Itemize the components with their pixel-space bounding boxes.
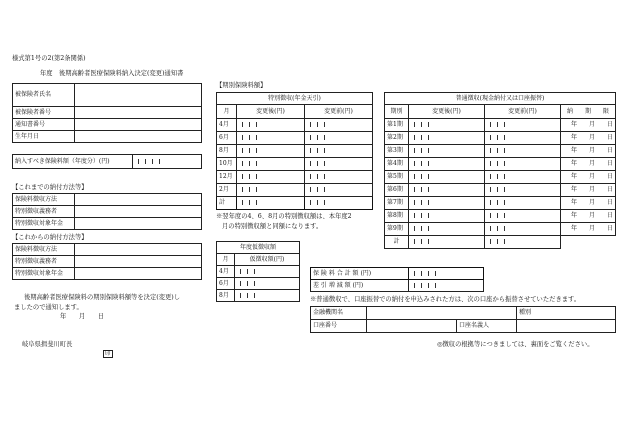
table-row	[217, 184, 373, 197]
past-pension-value[interactable]	[75, 218, 202, 230]
provisional-amount-cell[interactable]	[235, 266, 300, 278]
ordinary-total-after[interactable]	[409, 236, 485, 249]
future-method-heading: 【これからの納付方法等】	[12, 234, 88, 241]
birth-date-value[interactable]	[75, 131, 202, 143]
provisional-amount-cell[interactable]	[235, 290, 300, 302]
special-after-cell[interactable]	[237, 158, 305, 171]
table-row	[385, 197, 616, 210]
future-obligor-label: 特別徴収義務者	[13, 256, 75, 268]
future-pension-label: 特別徴収対象年金	[13, 268, 75, 280]
table-row	[217, 158, 373, 171]
special-month-label: 6月	[217, 132, 237, 145]
ordinary-deadline-cell[interactable]: 年 月 日	[561, 158, 616, 171]
special-month-label: 12月	[217, 171, 237, 184]
past-method-heading: 【これまでの納付方法等】	[12, 184, 88, 191]
ordinary-period-label: 第6期	[385, 184, 409, 197]
ordinary-before-cell[interactable]	[485, 132, 561, 145]
bank-account-table	[310, 306, 616, 333]
special-month-label: 4月	[217, 119, 237, 132]
ordinary-period-label: 第5期	[385, 171, 409, 184]
ordinary-period-label: 第7期	[385, 197, 409, 210]
ordinary-col-deadline: 納 期 限	[561, 105, 616, 119]
provisional-col-amount: 仮徴収額(円)	[235, 254, 300, 266]
category-cell[interactable]	[517, 307, 616, 320]
ordinary-after-cell[interactable]	[409, 210, 485, 223]
notice-line-1: 後期高齢者医療保険料の期別保険料額等を決定(変更)し	[24, 294, 181, 301]
institution-value[interactable]	[367, 307, 517, 320]
totals-table	[310, 267, 484, 292]
footer-note: ◎徴収の根拠等につきましては、裏面をご覧ください。	[437, 341, 594, 348]
special-total-after[interactable]	[237, 197, 305, 210]
periodic-heading: 【期別保険料額】	[216, 82, 267, 89]
past-method-table	[12, 193, 202, 230]
insured-name-label: 被保険者氏名	[13, 84, 75, 107]
table-row	[385, 158, 616, 171]
ordinary-before-cell[interactable]	[485, 158, 561, 171]
special-before-cell[interactable]	[305, 145, 373, 158]
ordinary-before-cell[interactable]	[485, 184, 561, 197]
special-total-label: 計	[217, 197, 237, 210]
future-obligor-value[interactable]	[75, 256, 202, 268]
ordinary-col-period: 期別	[385, 105, 409, 119]
special-collection-title: 特別徴収(年金天引)	[217, 93, 373, 105]
account-number-label: 口座番号	[311, 320, 367, 333]
ordinary-before-cell[interactable]	[485, 145, 561, 158]
special-after-cell[interactable]	[237, 184, 305, 197]
ordinary-before-cell[interactable]	[485, 223, 561, 236]
ordinary-total-label: 計	[385, 236, 409, 249]
ordinary-collection-table	[384, 92, 616, 249]
difference-label: 差 引 増 減 額 (円)	[311, 280, 409, 292]
provisional-col-month: 月	[217, 254, 235, 266]
institution-label: 金融機関名	[311, 307, 367, 320]
insured-number-label: 被保険者番号	[13, 107, 75, 119]
ordinary-col-after: 変更後(円)	[409, 105, 485, 119]
difference-value[interactable]	[409, 280, 484, 292]
table-row	[217, 278, 300, 290]
table-row	[385, 223, 616, 236]
special-after-cell[interactable]	[237, 132, 305, 145]
ordinary-total-row	[385, 236, 616, 249]
ordinary-before-cell[interactable]	[485, 119, 561, 132]
ordinary-deadline-cell[interactable]: 年 月 日	[561, 145, 616, 158]
special-col-month: 月	[217, 105, 237, 119]
special-col-after: 変更後(円)	[237, 105, 305, 119]
special-month-label: 8月	[217, 145, 237, 158]
special-before-cell[interactable]	[305, 132, 373, 145]
special-collection-table	[216, 92, 373, 210]
seal-stamp	[103, 340, 113, 359]
special-note-line-1: ※翌年度の4、6、8月の特別徴収額は、本年度2	[216, 213, 352, 220]
premium-total-value[interactable]	[409, 268, 484, 280]
past-pension-label: 特別徴収対象年金	[13, 218, 75, 230]
ordinary-deadline-cell[interactable]: 年 月 日	[561, 197, 616, 210]
table-row	[217, 266, 300, 278]
category-label: 種別	[519, 309, 532, 316]
seal-mark: 印	[105, 351, 111, 357]
table-row	[385, 184, 616, 197]
ordinary-deadline-cell[interactable]: 年 月 日	[561, 119, 616, 132]
past-obligor-label: 特別徴収義務者	[13, 206, 75, 218]
insured-name-value[interactable]	[75, 84, 202, 107]
issuer-name: 岐阜県揖斐川町長	[22, 341, 73, 348]
ordinary-after-cell[interactable]	[409, 171, 485, 184]
table-row	[217, 290, 300, 302]
ordinary-deadline-cell[interactable]: 年 月 日	[561, 184, 616, 197]
special-total-before[interactable]	[305, 197, 373, 210]
insured-info-table	[12, 83, 202, 143]
ordinary-before-cell[interactable]	[485, 171, 561, 184]
table-row	[385, 171, 616, 184]
future-collection-method-label: 保険料徴収方法	[13, 244, 75, 256]
table-row	[385, 119, 616, 132]
ordinary-before-cell[interactable]	[485, 197, 561, 210]
account-number-value[interactable]	[367, 320, 457, 333]
ordinary-period-label: 第4期	[385, 158, 409, 171]
holder-label: 口座名義人	[457, 320, 517, 333]
payable-amount-table	[12, 154, 202, 169]
ordinary-after-cell[interactable]	[409, 184, 485, 197]
table-row	[217, 119, 373, 132]
ordinary-total-before[interactable]	[485, 236, 561, 249]
special-before-cell[interactable]	[305, 158, 373, 171]
ordinary-after-cell[interactable]	[409, 158, 485, 171]
special-before-cell[interactable]	[305, 184, 373, 197]
insured-number-value[interactable]	[75, 107, 202, 119]
payable-amount-label: 納入すべき保険料額（年度分）(円)	[13, 155, 133, 169]
past-collection-method-value[interactable]	[75, 194, 202, 206]
bank-transfer-note: ※普通徴収で、口座振替での納付を申込みされた方は、次の口座から振替させていただきます。	[310, 296, 581, 303]
table-row	[385, 145, 616, 158]
past-obligor-value[interactable]	[75, 206, 202, 218]
notice-line-2: ましたので通知します。	[14, 304, 83, 311]
ordinary-after-cell[interactable]	[409, 223, 485, 236]
special-after-cell[interactable]	[237, 171, 305, 184]
ordinary-after-cell[interactable]	[409, 197, 485, 210]
ordinary-deadline-cell[interactable]: 年 月 日	[561, 210, 616, 223]
special-before-cell[interactable]	[305, 171, 373, 184]
ordinary-period-label: 第3期	[385, 145, 409, 158]
ordinary-period-label: 第1期	[385, 119, 409, 132]
special-month-label: 2月	[217, 184, 237, 197]
provisional-title: 年度仮徴収額	[217, 242, 300, 254]
ordinary-period-label: 第9期	[385, 223, 409, 236]
ordinary-deadline-cell[interactable]: 年 月 日	[561, 223, 616, 236]
provisional-month-label: 8月	[217, 290, 235, 302]
document-title: 年度 後期高齢者医療保険料納入決定(変更)通知書	[40, 70, 184, 77]
table-row	[385, 132, 616, 145]
ordinary-period-label: 第8期	[385, 210, 409, 223]
provisional-month-label: 6月	[217, 278, 235, 290]
provisional-amount-cell[interactable]	[235, 278, 300, 290]
form-number: 様式第1号の2(第2条関係)	[12, 55, 86, 62]
provisional-month-label: 4月	[217, 266, 235, 278]
table-row	[217, 171, 373, 184]
special-col-before: 変更前(円)	[305, 105, 373, 119]
ordinary-total-blank	[561, 236, 616, 249]
special-total-row	[217, 197, 373, 210]
future-collection-method-value[interactable]	[75, 244, 202, 256]
special-after-cell[interactable]	[237, 119, 305, 132]
ordinary-after-cell[interactable]	[409, 132, 485, 145]
ordinary-period-label: 第2期	[385, 132, 409, 145]
ordinary-collection-title: 普通徴収(現金納付又は口座振替)	[385, 93, 616, 105]
past-collection-method-label: 保険料徴収方法	[13, 194, 75, 206]
birth-date-label: 生年月日	[13, 131, 75, 143]
ordinary-after-cell[interactable]	[409, 145, 485, 158]
table-row	[385, 210, 616, 223]
table-row	[217, 145, 373, 158]
notice-number-label: 通知書番号	[13, 119, 75, 131]
special-after-cell[interactable]	[237, 145, 305, 158]
ordinary-before-cell[interactable]	[485, 210, 561, 223]
ordinary-deadline-cell[interactable]: 年 月 日	[561, 171, 616, 184]
special-month-label: 10月	[217, 158, 237, 171]
premium-total-label: 保 険 料 合 計 額 (円)	[311, 268, 409, 280]
ordinary-col-before: 変更前(円)	[485, 105, 561, 119]
notice-number-value[interactable]	[75, 119, 202, 131]
payable-amount-value[interactable]	[133, 155, 202, 169]
provisional-collection-table	[216, 241, 300, 302]
future-method-table	[12, 243, 202, 280]
table-row	[217, 132, 373, 145]
ordinary-deadline-cell[interactable]: 年 月 日	[561, 132, 616, 145]
holder-value[interactable]	[517, 320, 616, 333]
special-before-cell[interactable]	[305, 119, 373, 132]
future-pension-value[interactable]	[75, 268, 202, 280]
notice-date: 年 月 日	[60, 313, 105, 320]
ordinary-after-cell[interactable]	[409, 119, 485, 132]
special-note-line-2: 月の特別徴収額と同額になります。	[222, 223, 323, 230]
